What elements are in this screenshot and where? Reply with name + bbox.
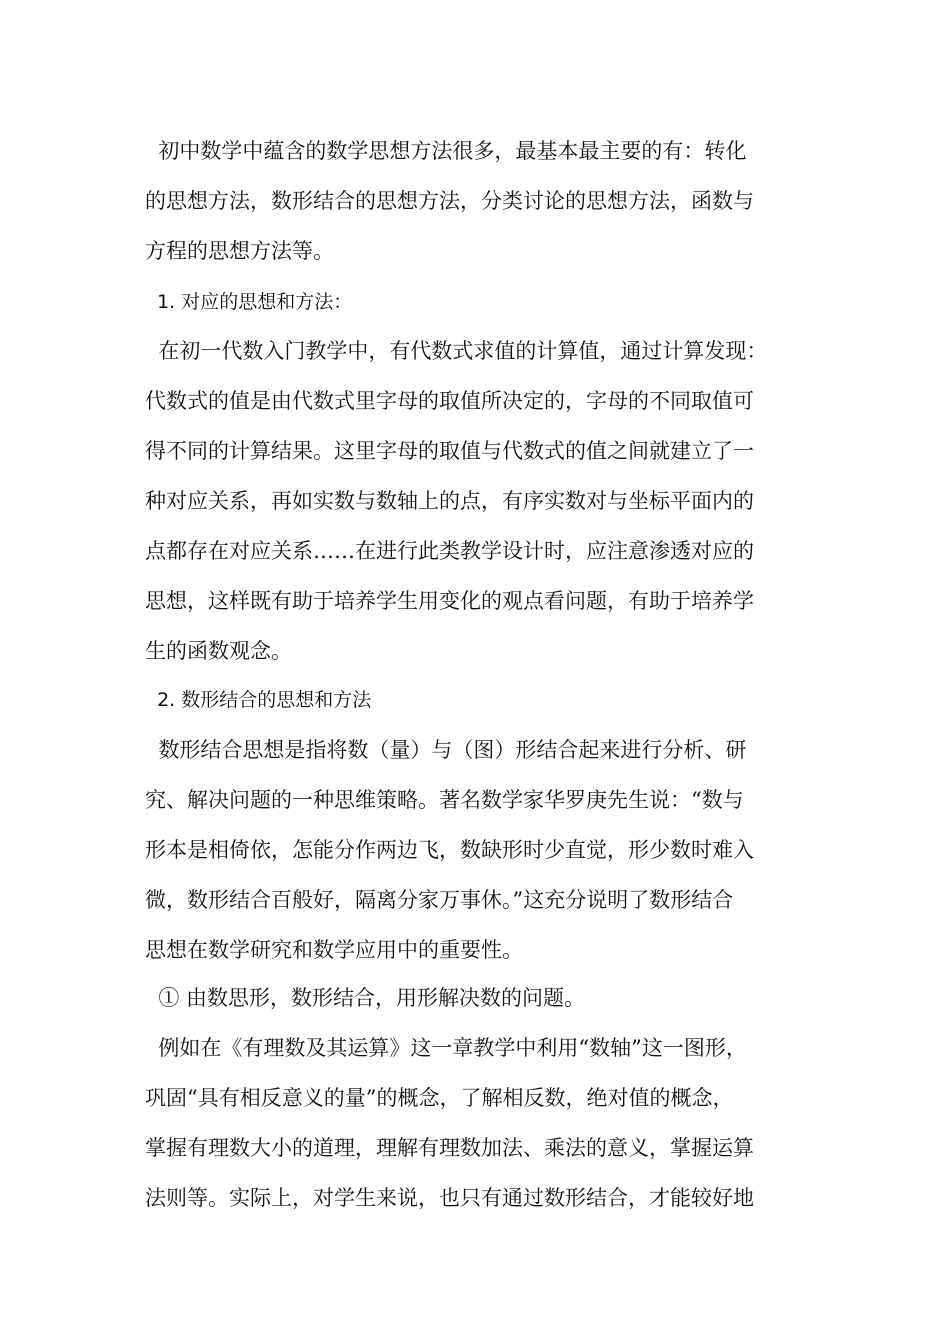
- paragraph-line: 掌握有理数大小的道理，理解有理数加法、乘法的意义，掌握运算: [145, 1136, 754, 1160]
- paragraph-line: 得不同的计算结果。这里字母的取值与代数式的值之间就建立了一: [145, 439, 754, 463]
- paragraph-line: 例如在《有理数及其运算》这一章教学中利用“数轴”这一图形，: [145, 1036, 747, 1060]
- paragraph-line: 数形结合思想是指将数（量）与（图）形结合起来进行分析、研: [145, 738, 747, 762]
- section-heading: 1. 对应的思想和方法：: [145, 291, 353, 313]
- paragraph-line: 微，数形结合百般好，隔离分家万事休。”这充分说明了数形结合: [145, 888, 734, 912]
- paragraph-line: 方程的思想方法等。: [145, 239, 334, 263]
- paragraph-line: 在初一代数入门教学中，有代数式求值的计算值，通过计算发现：: [145, 339, 768, 363]
- paragraph-line: 种对应关系，再如实数与数轴上的点，有序实数对与坐标平面内的: [145, 489, 754, 513]
- paragraph-line: 生的函数观念。: [145, 639, 292, 663]
- paragraph-line: 思想在数学研究和数学应用中的重要性。: [145, 938, 523, 962]
- paragraph-line: 点都存在对应关系……在进行此类教学设计时，应注意渗透对应的: [145, 539, 754, 563]
- paragraph-line: 巩固“具有相反意义的量”的概念，了解相反数，绝对值的概念，: [145, 1086, 734, 1110]
- subsection-heading: ① 由数思形，数形结合，用形解决数的问题。: [145, 986, 586, 1010]
- paragraph-line: 形本是相倚依，怎能分作两边飞，数缺形时少直觉，形少数时难入: [145, 838, 754, 862]
- section-heading: 2. 数形结合的思想和方法: [145, 689, 372, 711]
- paragraph-line: 的思想方法，数形结合的思想方法，分类讨论的思想方法，函数与: [145, 189, 754, 213]
- paragraph-line: 法则等。实际上，对学生来说，也只有通过数形结合，才能较好地: [145, 1186, 754, 1210]
- paragraph-line: 究、解决问题的一种思维策略。著名数学家华罗庚先生说：“数与: [145, 788, 744, 812]
- paragraph-line: 代数式的值是由代数式里字母的取值所决定的，字母的不同取值可: [145, 389, 754, 413]
- paragraph-line: 初中数学中蕴含的数学思想方法很多，最基本最主要的有：转化: [145, 139, 747, 163]
- paragraph-line: 思想，这样既有助于培养学生用变化的观点看问题，有助于培养学: [145, 589, 754, 613]
